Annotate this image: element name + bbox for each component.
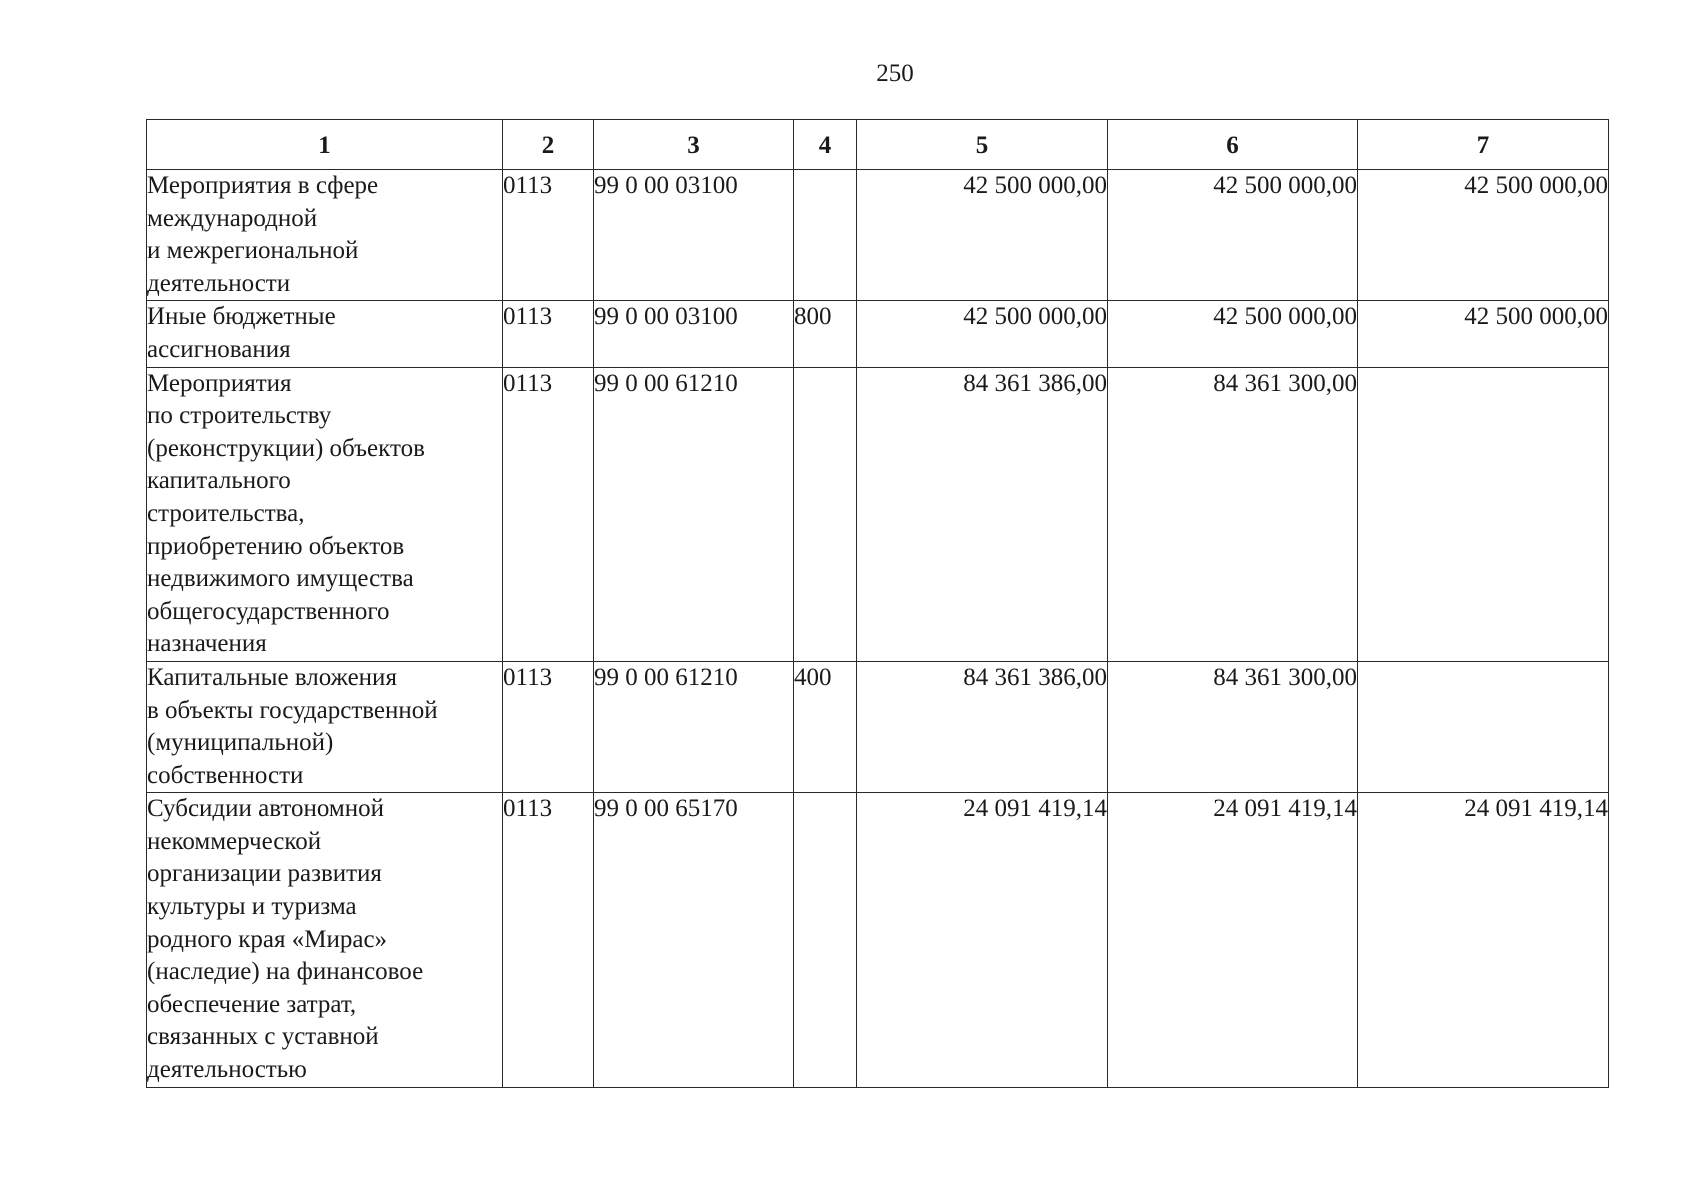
row-name-line: назначения: [147, 630, 267, 658]
column-header-4: 4: [794, 120, 857, 170]
amount-col6-cell: 42 500 000,00: [1108, 301, 1358, 367]
row-name-line: приобретению объектов: [147, 532, 405, 560]
amount-col6-cell: 42 500 000,00: [1108, 170, 1358, 301]
section-code-cell: 0113: [503, 301, 594, 367]
row-name-line: ассигнования: [147, 335, 291, 363]
amount-col7-cell: [1358, 661, 1609, 792]
amount-col6-cell: 24 091 419,14: [1108, 793, 1358, 1087]
header-row: [147, 120, 1609, 170]
row-name-line: Капитальные вложения: [147, 663, 397, 691]
budget-table: [146, 119, 1609, 1088]
row-name-cell: [147, 793, 503, 1087]
amount-col5-cell: 42 500 000,00: [857, 170, 1108, 301]
table-row: [147, 367, 1609, 661]
row-name-line: некоммерческой: [147, 827, 322, 855]
article-code-cell: 99 0 00 61210: [594, 367, 794, 661]
row-name-line: (наследие) на финансовое: [147, 958, 424, 986]
amount-col5-cell: 84 361 386,00: [857, 367, 1108, 661]
row-name-line: Мероприятия: [147, 369, 292, 397]
amount-col7-cell: 24 091 419,14: [1358, 793, 1609, 1087]
row-name-line: общегосударственного: [147, 597, 390, 625]
expense-type-cell: [794, 170, 857, 301]
amount-col5-cell: 42 500 000,00: [857, 301, 1108, 367]
expense-type-cell: 800: [794, 301, 857, 367]
row-name-line: и межрегиональной: [147, 237, 359, 265]
table-row: [147, 793, 1609, 1087]
row-name-line: капитального: [147, 467, 291, 495]
row-name-line: недвижимого имущества: [147, 565, 414, 593]
row-name-cell: [147, 301, 503, 367]
article-code-cell: 99 0 00 03100: [594, 301, 794, 367]
section-code-cell: 0113: [503, 793, 594, 1087]
table-row: [147, 170, 1609, 301]
column-header-1: 1: [147, 120, 503, 170]
row-name-line: Субсидии автономной: [147, 795, 384, 823]
row-name-line: Мероприятия в сфере: [147, 172, 379, 199]
row-name-line: связанных с уставной: [147, 1023, 379, 1051]
amount-col6-cell: 84 361 300,00: [1108, 367, 1358, 661]
row-name-line: (муниципальной): [147, 729, 334, 757]
table-body: [147, 170, 1609, 1088]
column-header-6: 6: [1108, 120, 1358, 170]
amount-col5-cell: 84 361 386,00: [857, 661, 1108, 792]
row-name-line: международной: [147, 204, 318, 232]
expense-type-cell: [794, 367, 857, 661]
row-name-line: по строительству: [147, 402, 332, 430]
expense-type-cell: 400: [794, 661, 857, 792]
amount-col7-cell: 42 500 000,00: [1358, 301, 1609, 367]
expense-type-cell: [794, 793, 857, 1087]
row-name-cell: [147, 661, 503, 792]
row-name-cell: [147, 367, 503, 661]
column-header-2: 2: [503, 120, 594, 170]
article-code-cell: 99 0 00 65170: [594, 793, 794, 1087]
row-name-line: в объекты государственной: [147, 696, 438, 724]
amount-col6-cell: 84 361 300,00: [1108, 661, 1358, 792]
row-name-line: деятельностью: [147, 1056, 307, 1084]
article-code-cell: 99 0 00 61210: [594, 661, 794, 792]
row-name-line: культуры и туризма: [147, 893, 357, 921]
table-row: [147, 301, 1609, 367]
row-name-line: обеспечение затрат,: [147, 990, 357, 1018]
row-name-line: организации развития: [147, 860, 382, 888]
column-header-5: 5: [857, 120, 1108, 170]
column-header-3: 3: [594, 120, 794, 170]
amount-col7-cell: [1358, 367, 1609, 661]
article-code-cell: 99 0 00 03100: [594, 170, 794, 301]
section-code-cell: 0113: [503, 170, 594, 301]
row-name-line: родного края «Мирас»: [147, 925, 388, 953]
row-name-line: строительства,: [147, 499, 305, 527]
amount-col5-cell: 24 091 419,14: [857, 793, 1108, 1087]
row-name-cell: [147, 170, 503, 301]
section-code-cell: 0113: [503, 367, 594, 661]
row-name-line: деятельности: [147, 269, 291, 297]
amount-col7-cell: 42 500 000,00: [1358, 170, 1609, 301]
column-header-7: 7: [1358, 120, 1609, 170]
row-name-line: (реконструкции) объектов: [147, 434, 425, 462]
table-row: [147, 661, 1609, 792]
page-number: 250: [876, 60, 914, 87]
section-code-cell: 0113: [503, 661, 594, 792]
row-name-line: собственности: [147, 761, 304, 789]
row-name-line: Иные бюджетные: [147, 303, 336, 331]
